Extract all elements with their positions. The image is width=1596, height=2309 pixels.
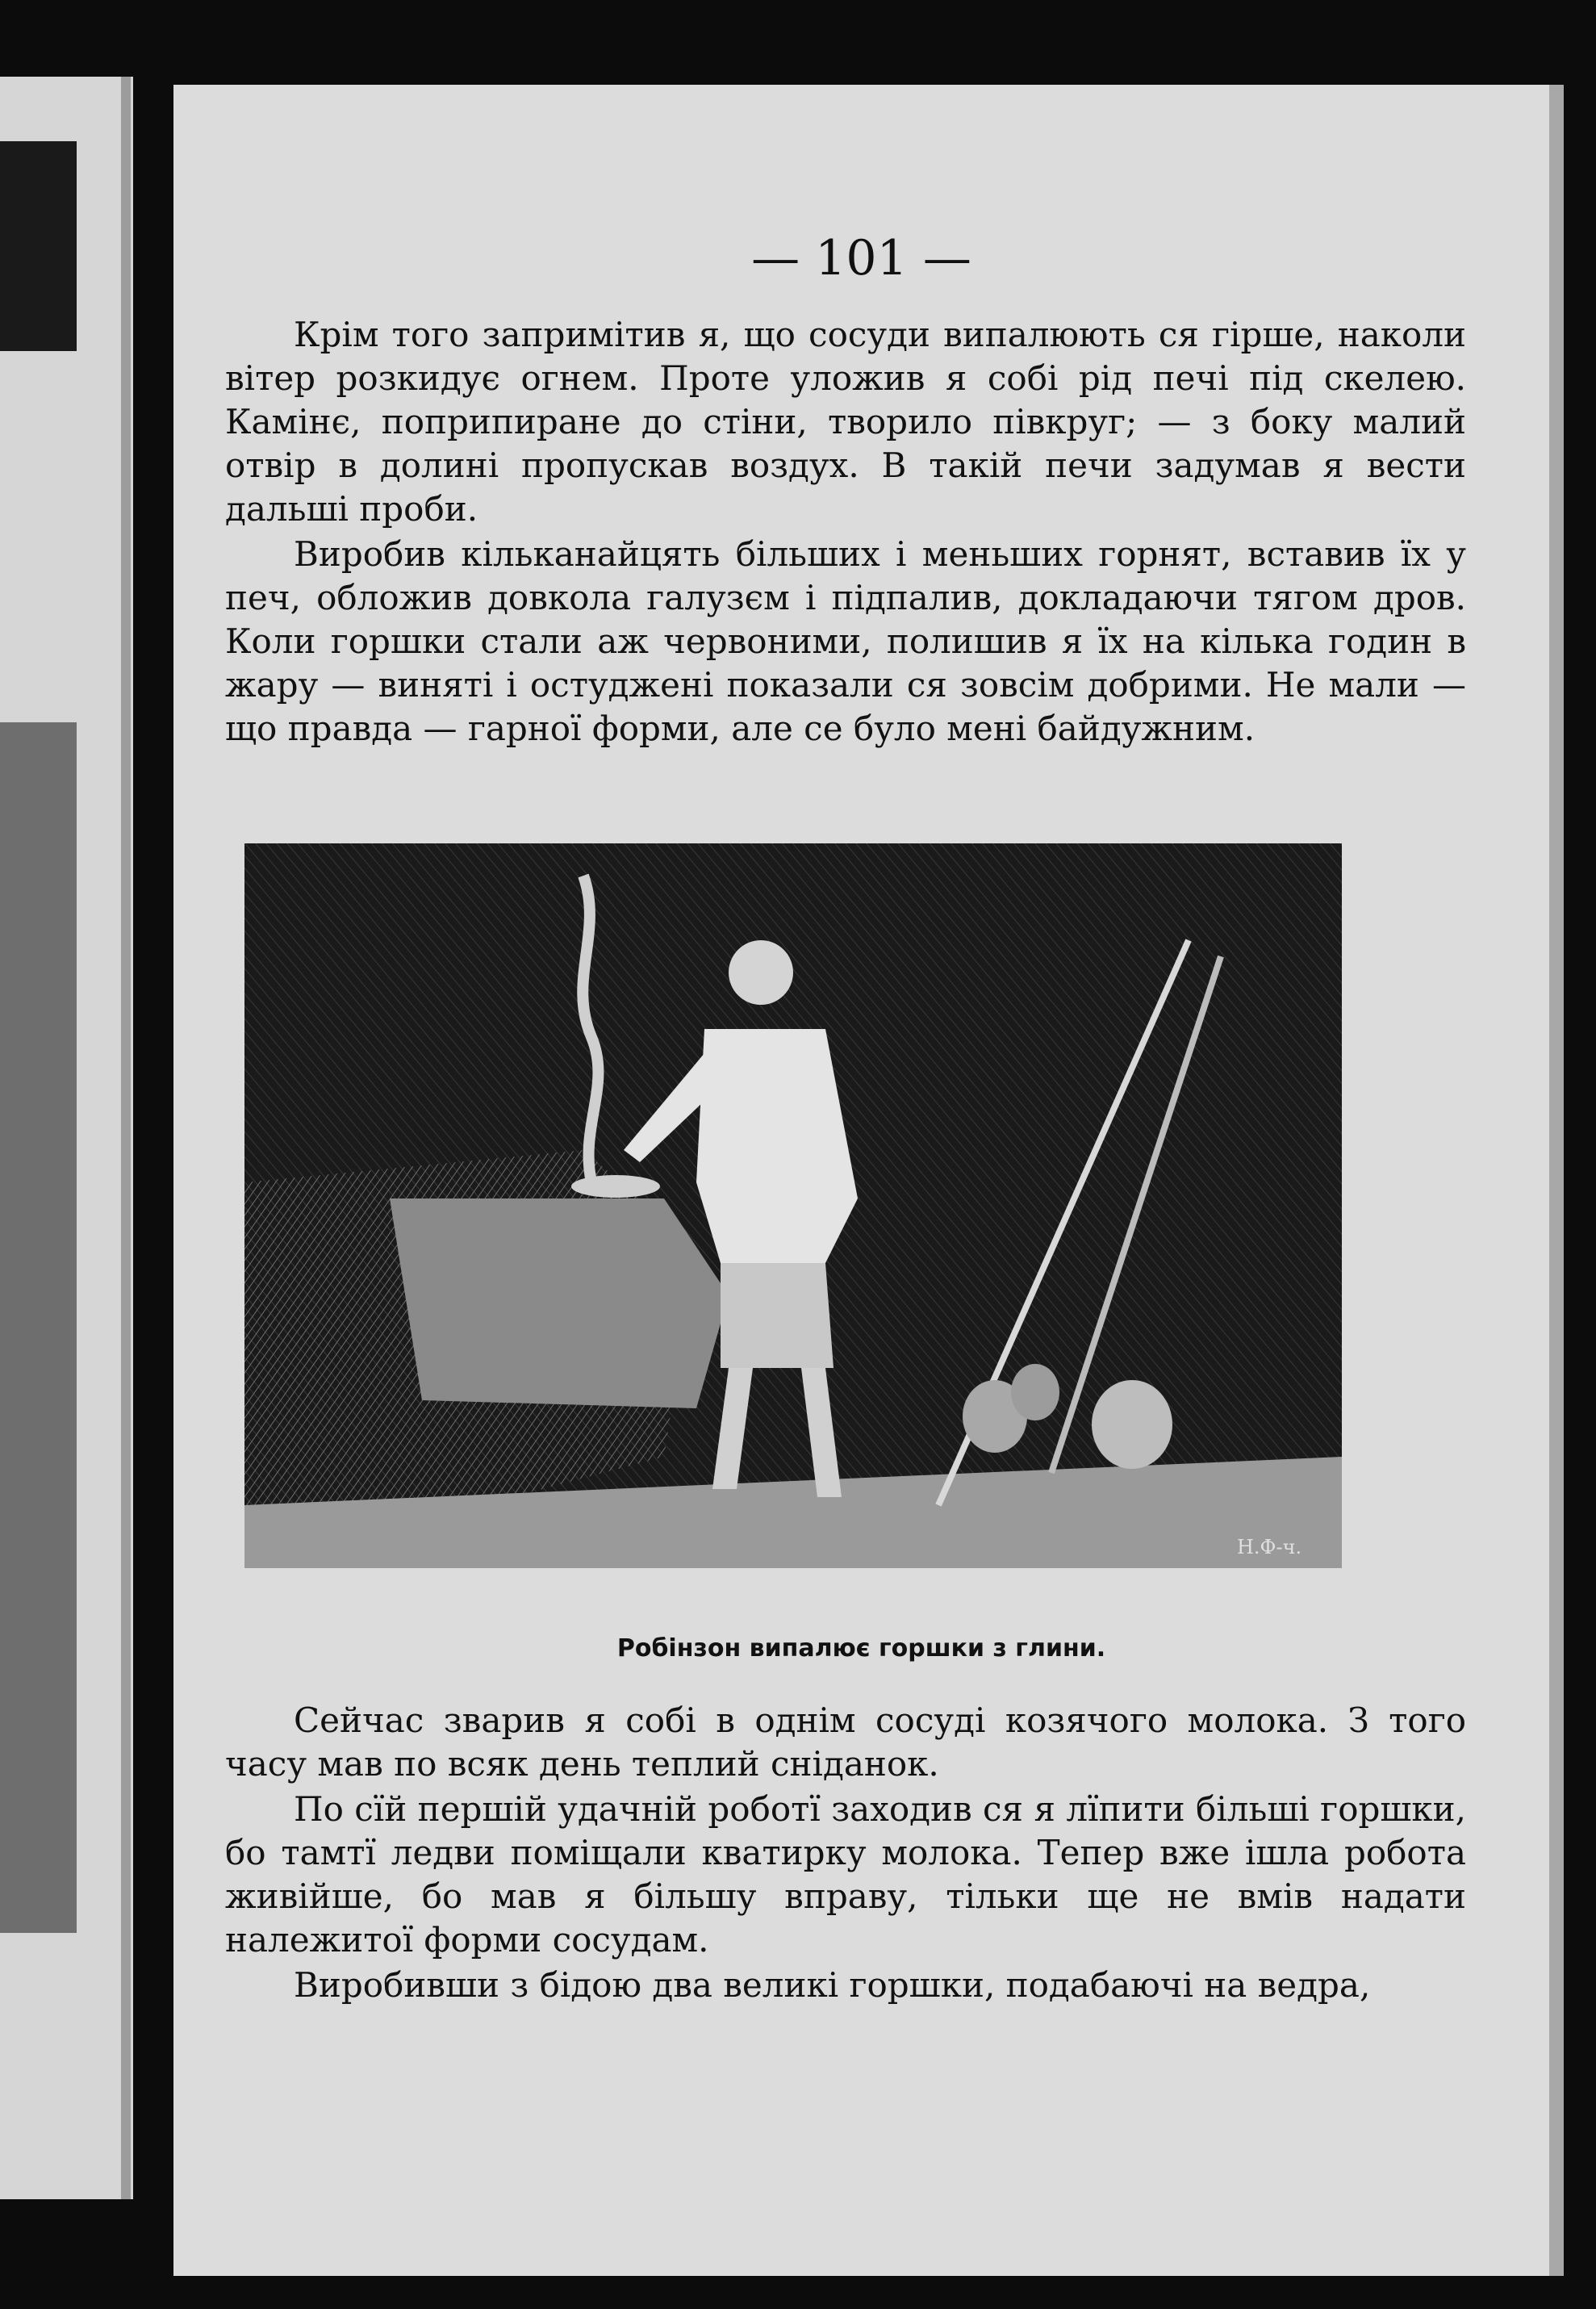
illustration-engraving <box>244 843 1342 1568</box>
illustration <box>244 843 1342 1568</box>
paragraph: По сїй першій удачній роботї заходив ся я лїпити більші горшки, бо тамтї ледви поміщали кватирку молока. Тепер вже ішла робота живійше, бо мав я більшу вправу, тільки ще не вмів надати належитої форми сосудам. <box>225 1789 1466 1960</box>
text-block-top <box>225 313 1466 752</box>
left-page-illustration-fragment <box>0 722 77 1933</box>
illustration-caption: Робінзон випалює горшки з глини. <box>616 1634 1106 1663</box>
page-number: — 101 — <box>751 230 971 287</box>
clay-pot-on-oven <box>571 1175 660 1198</box>
paragraph: Виробив кільканайцять більших і меньших горнят, вставив їх у печ, обложив довкола галузєм і підпалив, докладаючи тягом дров. Коли горшки стали аж червоними, полишив я їх на кілька годин в жару — виняті і остуджені показали ся зовсім добрими. Не мали — що правда — гарної форми, але се було мені байдужним. <box>225 534 1466 748</box>
text-block-bottom <box>225 1699 1466 2009</box>
left-page-illustration-fragment <box>0 141 77 351</box>
clay-pot <box>1011 1364 1059 1420</box>
paragraph: Крім того запримітив я, що сосуди випалюють ся гірше, наколи вітер розкидує огнем. Проте уложив я собі рід печі під скелею. Камінє, поприпиране до стіни, творило півкруг; — з боку малий отвір в долині пропускав воздух. В такій печи задумав я вести дальші проби. <box>225 315 1466 529</box>
paragraph: Виробивши з бідою два великі горшки, подабаючі на ведра, <box>294 1965 1371 2005</box>
page-gutter <box>121 77 131 2199</box>
paragraph: Сейчас зварив я собі в однім сосуді козячого молока. З того часу мав по всяк день теплий сніданок. <box>225 1700 1466 1784</box>
left-page-fragment <box>0 77 133 2199</box>
book-page <box>173 85 1564 2276</box>
clay-pot <box>1092 1380 1172 1469</box>
stone-oven <box>390 1198 729 1408</box>
artist-signature: Н.Ф-ч. <box>1237 1536 1302 1558</box>
